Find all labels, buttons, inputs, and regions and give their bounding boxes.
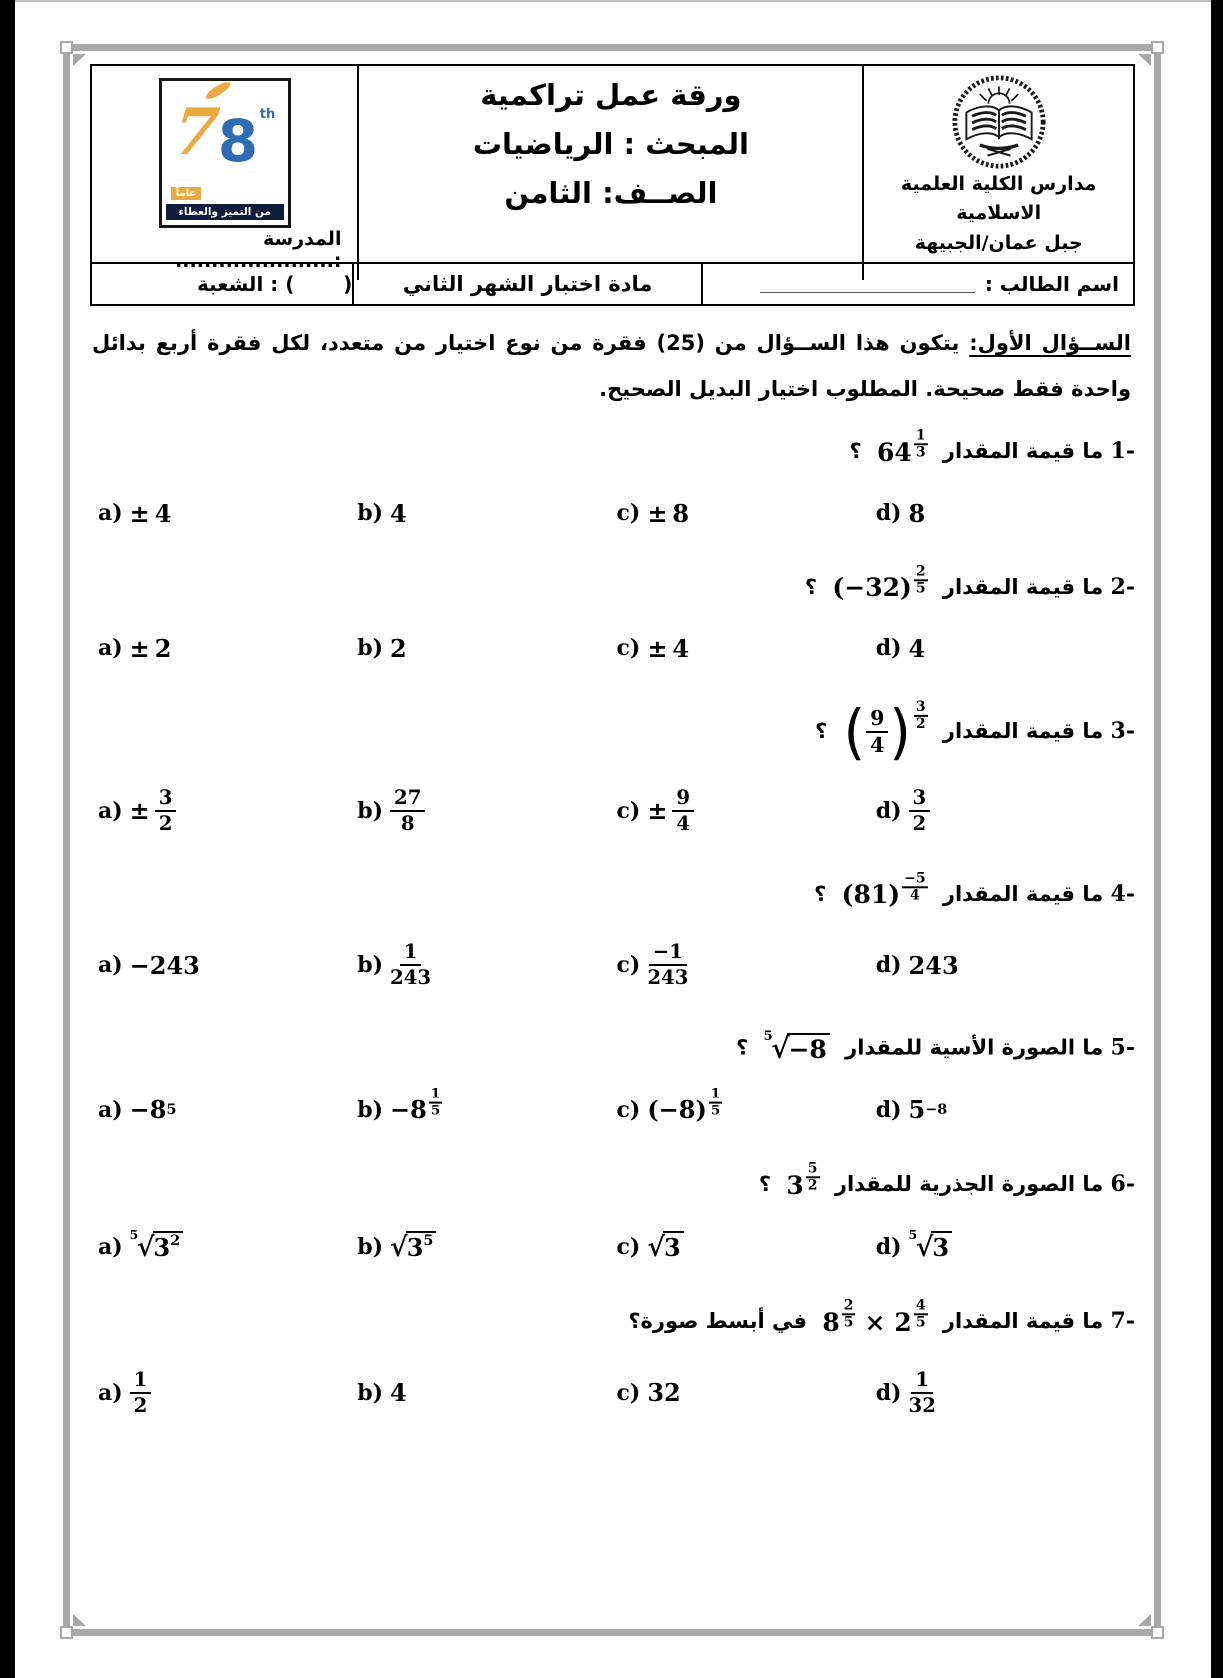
denominator: 5 (710, 1102, 721, 1119)
math-num: 4 (908, 633, 926, 663)
option-label: a) (98, 500, 123, 527)
question-prompt: ما الصورة الجذرية للمقدار (827, 1172, 1111, 1197)
grade-line: الصــف: الثامن (504, 176, 718, 210)
option-a (98, 941, 357, 989)
math-supfrac (902, 871, 927, 903)
logo-th: th (259, 107, 276, 122)
section-cell: الشعبة : ( ) (197, 272, 353, 296)
option-a (98, 499, 357, 528)
options-row (90, 1369, 1135, 1417)
radicand: −8 (787, 1033, 829, 1064)
option-label: d) (875, 635, 902, 662)
option-b (357, 1085, 616, 1125)
option-d (875, 1226, 1135, 1264)
option-c (617, 1231, 876, 1262)
numerator: 9 (672, 787, 694, 812)
question-expression (822, 1297, 927, 1338)
math-pm: ± (129, 796, 150, 826)
option-c (617, 787, 876, 835)
option-label: b) (357, 635, 384, 662)
option-a (98, 1226, 357, 1264)
question-prompt: ما قيمة المقدار (935, 574, 1111, 599)
math-pm: ± (647, 498, 668, 528)
root-index: 5 (908, 1226, 918, 1242)
option-value (130, 951, 200, 980)
option-value (909, 634, 926, 663)
math-num: −243 (129, 950, 200, 980)
option-value (647, 634, 689, 663)
math-supfrac (806, 1161, 820, 1193)
question-expression (763, 1028, 830, 1066)
school-field-label: المدرسة :...................... (175, 228, 342, 272)
student-name-blank-line (760, 276, 975, 293)
math-frac (909, 1369, 936, 1417)
question-6 (90, 1160, 1135, 1264)
root-index: 5 (129, 1226, 139, 1242)
corner-ornament-square (1151, 1626, 1164, 1639)
numerator: 2 (842, 1299, 856, 1316)
denominator: 4 (870, 732, 885, 757)
math-num: 3 (786, 1170, 804, 1200)
option-value (390, 1378, 407, 1407)
question-text-6 (90, 1160, 1135, 1201)
denominator: 243 (647, 966, 689, 990)
question-expression (841, 870, 928, 911)
question-number: 2- (1110, 573, 1135, 600)
instructions-paragraph (92, 320, 1131, 412)
option-label: d) (875, 797, 902, 824)
numerator: −5 (902, 871, 927, 888)
math-supfrac (914, 700, 928, 732)
math-rad (647, 1231, 683, 1262)
math-num: 4 (390, 1378, 407, 1408)
option-value (647, 499, 689, 528)
question-number: 4- (1110, 880, 1135, 907)
question-one-heading: الســؤال الأول: (969, 331, 1131, 355)
option-value (909, 1369, 936, 1417)
option-c (616, 1085, 876, 1125)
option-label: b) (357, 1233, 384, 1260)
options-row (90, 787, 1135, 835)
option-a (98, 1094, 357, 1125)
question-text-2 (90, 562, 1135, 604)
option-label: d) (875, 500, 902, 527)
question-number: 6- (1110, 1171, 1135, 1198)
question-suffix: ؟ (814, 881, 834, 906)
question-7 (90, 1297, 1135, 1417)
option-a (98, 634, 357, 663)
radicand: 3 (931, 1231, 952, 1262)
option-label: c) (616, 952, 641, 979)
question-number: 3- (1110, 717, 1135, 744)
math-supfrac (709, 1087, 722, 1118)
math-frac (390, 787, 425, 835)
option-value: 5 −8 (908, 1095, 948, 1125)
option-value (130, 499, 172, 528)
question-suffix: ؟ (849, 439, 870, 464)
math-rad (129, 1226, 184, 1264)
option-label: a) (98, 797, 123, 824)
option-value (647, 787, 694, 835)
corner-ornament-square (1151, 41, 1164, 54)
math-frac (647, 941, 688, 989)
question-4 (90, 870, 1135, 990)
radical-sign: √ (136, 1232, 155, 1264)
option-b (357, 1231, 616, 1262)
question-expression (832, 562, 927, 604)
denominator: 5 (843, 1314, 854, 1331)
math-supfrac (914, 1299, 928, 1331)
math-num: 2 (390, 633, 407, 663)
option-label: d) (875, 1233, 902, 1260)
question-suffix: ؟ (815, 718, 835, 743)
denominator: 2 (133, 1393, 148, 1417)
option-label: a) (98, 1233, 123, 1260)
radicand-exponent: 2 (170, 1232, 181, 1250)
questions-list (90, 427, 1135, 1417)
option-label: c) (616, 1379, 641, 1406)
radicand-exponent: 5 (423, 1232, 434, 1250)
math-rad (908, 1226, 953, 1264)
option-d (876, 941, 1135, 989)
denominator: 5 (915, 1314, 926, 1331)
numerator: 1 (400, 941, 422, 966)
math-frac (155, 787, 177, 835)
header-table (90, 64, 1135, 306)
anniversary-logo-cell (92, 66, 357, 280)
denominator: 5 (430, 1102, 441, 1119)
option-value (390, 1231, 436, 1262)
option-value (647, 1378, 680, 1407)
logo-tagline: من التميز والعطاء (166, 204, 284, 220)
math-rad (390, 1231, 436, 1262)
option-d (876, 499, 1135, 528)
math-num: (−8) (647, 1095, 707, 1125)
math-num: −8 (390, 1095, 427, 1125)
math-num: 4 (154, 498, 172, 528)
question-text-1 (90, 427, 1135, 468)
option-value (390, 634, 407, 663)
corner-ornament-triangle (73, 54, 86, 66)
options-row (90, 1226, 1135, 1264)
math-pm: ± (647, 796, 668, 826)
question-number: 7- (1110, 1308, 1135, 1335)
option-a (98, 787, 357, 835)
question-text-5 (90, 1028, 1135, 1066)
option-b (357, 499, 616, 528)
option-value (909, 951, 959, 980)
math-num: 32 (647, 1378, 681, 1408)
radical-sign: √ (390, 1232, 408, 1264)
question-prompt: ما الصورة الأسية للمقدار (837, 1035, 1111, 1060)
math-supfrac (429, 1087, 442, 1118)
numerator: 1 (914, 429, 928, 446)
math-num: 243 (908, 950, 959, 980)
scan-edge-left (0, 0, 15, 1678)
option-label: b) (357, 500, 384, 527)
options-row (90, 634, 1135, 663)
question-prompt: ما قيمة المقدار (935, 881, 1111, 906)
denominator: 8 (400, 811, 415, 835)
math-op: × (864, 1307, 886, 1337)
option-label: a) (98, 1096, 123, 1123)
math-parenfrac: ( $\frac{9}{4}$ ) (843, 697, 911, 767)
option-b (357, 634, 616, 663)
denominator: 32 (908, 1393, 936, 1417)
numerator: −1 (649, 941, 687, 966)
denominator: 2 (807, 1177, 818, 1194)
denominator: 3 (915, 444, 926, 461)
option-label: a) (98, 952, 123, 979)
math-supfrac (914, 429, 928, 461)
option-value (909, 787, 931, 835)
option-label: c) (616, 500, 641, 527)
radical-sign: √ (915, 1232, 934, 1264)
denominator: 2 (915, 715, 926, 732)
math-num: 8 (822, 1307, 840, 1337)
option-label: c) (616, 635, 641, 662)
school-name-line: الاسلامية (956, 202, 1042, 225)
options-row (90, 1085, 1135, 1125)
math-frac (390, 941, 431, 989)
option-value (130, 634, 172, 663)
numerator: 2 (914, 564, 928, 581)
numerator: 27 (390, 787, 425, 812)
numerator: 3 (155, 787, 177, 812)
question-suffix: ؟ (736, 1035, 756, 1060)
math-num: (81) (841, 880, 901, 910)
math-pm: ± (129, 498, 150, 528)
math-frac (866, 707, 888, 757)
option-label: a) (98, 1379, 123, 1406)
option-c (617, 634, 876, 663)
question-expression (877, 427, 928, 468)
math-num: 8 (672, 498, 690, 528)
math-pm: ± (129, 633, 150, 663)
math-frac (672, 787, 694, 835)
option-c (617, 941, 876, 989)
logo-digit-8: 8 (217, 107, 259, 175)
option-d (876, 1369, 1135, 1417)
option-value (130, 1369, 152, 1417)
numerator: 4 (914, 1299, 928, 1316)
option-value (130, 787, 177, 835)
page-content (90, 64, 1135, 1417)
math-num: 64 (877, 437, 912, 467)
option-label: d) (875, 1096, 902, 1123)
options-row (90, 941, 1135, 989)
numerator: 1 (130, 1369, 152, 1394)
option-label: b) (357, 1096, 384, 1123)
option-value (908, 1226, 953, 1264)
math-num: 4 (672, 633, 690, 663)
math-frac (130, 1369, 152, 1417)
math-num: (−32) (832, 573, 912, 603)
option-b (357, 941, 616, 989)
denominator: 2 (158, 811, 173, 835)
option-value (129, 1226, 184, 1264)
denominator: 4 (909, 887, 920, 904)
option-value (390, 1085, 442, 1125)
question-prompt: ما قيمة المقدار (935, 718, 1111, 743)
option-value (390, 941, 431, 989)
option-value (647, 1085, 722, 1125)
question-number: 5- (1110, 1034, 1135, 1061)
math-num: 2 (894, 1307, 912, 1337)
denominator: 2 (912, 811, 927, 835)
radical-sign: √ (647, 1232, 665, 1264)
numerator: 1 (430, 1085, 441, 1102)
anniversary-78-logo (159, 78, 291, 228)
math-supfrac (842, 1299, 856, 1331)
radicand: 3 (663, 1231, 684, 1262)
header-row-2 (92, 262, 1133, 304)
option-label: c) (616, 797, 641, 824)
title-cell (357, 66, 862, 280)
math-pm: ± (647, 633, 668, 663)
school-name-line: مدارس الكلية العلمية (900, 173, 1097, 195)
numerator: 9 (866, 707, 888, 733)
question-prompt: ما قيمة المقدار (935, 1309, 1111, 1334)
school-emblem-icon (951, 74, 1047, 170)
corner-ornament-square (60, 41, 73, 54)
question-prompt: ما قيمة المقدار (935, 439, 1111, 464)
header-row-1 (92, 66, 1133, 272)
corner-ornament-triangle (73, 1614, 86, 1626)
worksheet-title: ورقة عمل تراكمية (480, 78, 742, 112)
instructions-text: يتكون هذا الســؤال من (25) فقرة من نوع اختيار من متعدد، لكل فقرة أربع بدائل واحدة فقط صحيحة. المطلوب اختيار البديل الصحيح. (92, 331, 1131, 402)
denominator: 5 (915, 580, 926, 597)
logo-years-word: عاماً (171, 187, 202, 200)
options-row (90, 499, 1135, 528)
option-value (647, 1231, 683, 1262)
question-suffix: ؟ (804, 574, 825, 599)
math-num: 4 (390, 498, 407, 528)
question-expression (843, 697, 928, 767)
option-b (357, 1369, 616, 1417)
numerator: 3 (914, 700, 928, 717)
student-name-cell (701, 264, 1133, 304)
question-3 (90, 697, 1135, 835)
option-label: c) (616, 1096, 641, 1123)
question-2 (90, 562, 1135, 663)
question-text-4 (90, 870, 1135, 911)
numerator: 1 (911, 1369, 933, 1394)
school-header-cell (862, 66, 1133, 280)
question-text-3 (90, 697, 1135, 767)
option-label: b) (357, 797, 384, 824)
question-suffix: في أبسط صورة؟ (628, 1309, 815, 1334)
denominator: 4 (676, 811, 691, 835)
option-value (647, 941, 688, 989)
corner-ornament-triangle (1138, 1614, 1151, 1626)
option-d (876, 634, 1135, 663)
question-number: 1- (1110, 438, 1135, 465)
radical-sign: √ (771, 1032, 790, 1066)
math-num: 5 (908, 1095, 926, 1125)
option-b (357, 787, 616, 835)
math-num: −8 (129, 1095, 167, 1125)
option-value (909, 499, 926, 528)
option-c (617, 1369, 876, 1417)
math-num: 2 (154, 633, 172, 663)
corner-ornament-square (60, 1626, 73, 1639)
option-c (617, 499, 876, 528)
question-1 (90, 427, 1135, 528)
corner-ornament-triangle (1138, 54, 1151, 66)
option-value (390, 499, 407, 528)
option-label: d) (875, 1379, 902, 1406)
option-label: b) (357, 952, 384, 979)
option-label: c) (616, 1233, 641, 1260)
scan-top-line (15, 0, 1211, 2)
school-name-line: جبل عمان/الجبيهة (914, 231, 1083, 254)
radicand: $3^2$ (153, 1231, 184, 1262)
option-value (390, 787, 425, 835)
option-value: −8 5 (129, 1095, 177, 1125)
numerator: 1 (710, 1085, 721, 1102)
question-text-7 (90, 1297, 1135, 1338)
radicand: $3^5$ (406, 1231, 437, 1262)
question-expression (786, 1160, 819, 1201)
option-label: d) (875, 952, 902, 979)
math-num: 8 (908, 498, 926, 528)
question-suffix: ؟ (758, 1172, 779, 1197)
math-rad (763, 1028, 830, 1066)
scan-edge-right (1211, 0, 1223, 1678)
denominator: 243 (390, 966, 432, 990)
numerator: 5 (806, 1161, 820, 1178)
logo-digit-7: 7 (169, 95, 223, 170)
subject-cell: مادة اختبار الشهر الثاني (352, 264, 701, 304)
math-supfrac (914, 564, 928, 596)
math-frac (909, 787, 931, 835)
numerator: 3 (909, 787, 931, 812)
option-a (98, 1369, 357, 1417)
student-name-label: اسم الطالب : (984, 272, 1119, 296)
subject-line: المبحث : الرياضيات (472, 127, 749, 161)
option-label: b) (357, 1379, 384, 1406)
option-d (876, 787, 1135, 835)
option-label: a) (98, 635, 123, 662)
root-index: 5 (763, 1028, 773, 1044)
question-5 (90, 1028, 1135, 1125)
option-d (876, 1094, 1135, 1125)
